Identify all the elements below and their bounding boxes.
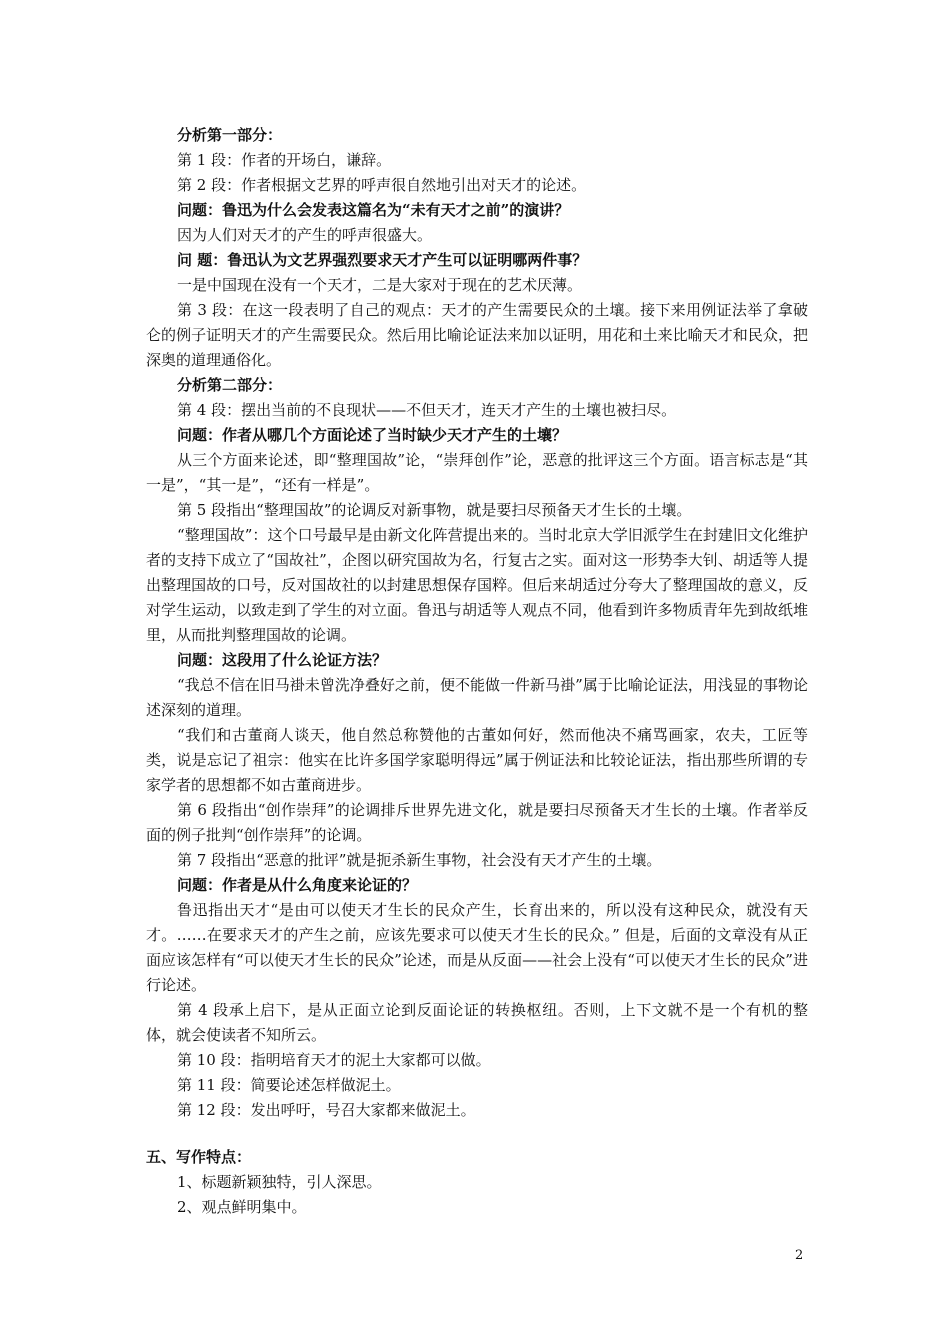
paragraph-2: 第 2 段：作者根据文艺界的呼声很自然地引出对天才的论述。 <box>177 176 587 194</box>
answer-5-b: 第 4 段承上启下，是从正面立论到反面论证的转换枢纽。否则，上下文就不是一个有机的整体，就会使读者不知所云。 <box>146 1001 808 1044</box>
paragraph-7: 第 7 段指出“恶意的批评”就是扼杀新生事物，社会没有天才产生的土壤。 <box>177 851 662 869</box>
answer-4-a: “我总不信在旧马褂未曾洗净叠好之前，便不能做一件新马褂”属于比喻论证法，用浅显的事物论述深刻的道理。 <box>146 676 808 719</box>
paragraph-4: 第 4 段：摆出当前的不良现状——不但天才，连天才产生的土壤也被扫尽。 <box>177 401 677 419</box>
section-heading-part2: 分析第二部分： <box>177 376 283 394</box>
paragraph-10: 第 10 段：指明培育天才的泥土大家都可以做。 <box>177 1051 491 1069</box>
paragraph-5: 第 5 段指出“整理国故”的论调反对新事物，就是要扫尽预备天才生长的土壤。 <box>177 501 692 519</box>
page-number: 2 <box>795 1248 804 1263</box>
section-gap <box>146 1123 808 1145</box>
section-heading-writing-features: 五、写作特点： <box>146 1148 252 1166</box>
question-2: 问 题：鲁迅认为文艺界强烈要求天才产生可以证明哪两件事？ <box>177 251 588 269</box>
paragraph-3: 第 3 段：在这一段表明了自己的观点：天才的产生需要民众的土壤。接下来用例证法举了拿破仑的例子证明天才的产生需要民众。然后用比喻论证法来加以证明，用花和土来比喻天才和民众，把深奥的道理通俗化。 <box>146 301 808 369</box>
feature-2: 2、观点鲜明集中。 <box>177 1198 307 1216</box>
question-4: 问题：这段用了什么论证方法？ <box>177 651 388 669</box>
answer-5: 鲁迅指出天才“是由可以使天才生长的民众产生，长育出来的，所以没有这种民众，就没有天才。……在要求天才的产生之前，应该先要求可以使天才生长的民众。” 但是，后面的文章没有从正面应该怎样有“可以使天才生长的民众”论述，而是从反面——社会上没有“可以使天才生长的民众”进行论述。 <box>146 901 808 994</box>
paragraph-5-note: “整理国故”：这个口号最早是由新文化阵营提出来的。当时北京大学旧派学生在封建旧文化维护者的支持下成立了“国故社”，企图以研究国故为名，行复古之实。面对这一形势李大钊、胡适等人提出整理国故的口号，反对国故社的以封建思想保存国粹。但后来胡适过分夸大了整理国故的意义，反对学生运动，以致走到了学生的对立面。鲁迅与胡适等人观点不同，他看到许多物质青年先到故纸堆里，从而批判整理国故的论调。 <box>146 526 808 644</box>
answer-3: 从三个方面来论述，即“整理国故”论，“崇拜创作”论，恶意的批评这三个方面。语言标志是“其一是”，“其一是”，“还有一样是”。 <box>146 451 808 494</box>
question-3: 问题：作者从哪几个方面论述了当时缺少天才产生的土壤？ <box>177 426 568 444</box>
answer-4-b: “我们和古董商人谈天，他自然总称赞他的古董如何好，然而他决不痛骂画家，农夫，工匠等类，说是忘记了祖宗：他实在比许多国学家聪明得远”属于例证法和比较论证法，指出那些所谓的专家学者的思想都不如古董商进步。 <box>146 726 808 794</box>
paragraph-6: 第 6 段指出“创作崇拜”的论调排斥世界先进文化，就是要扫尽预备天才生长的土壤。作者举反面的例子批判“创作崇拜”的论调。 <box>146 801 808 844</box>
question-1: 问题：鲁迅为什么会发表这篇名为“未有天才之前”的演讲？ <box>177 201 570 219</box>
paragraph-11: 第 11 段：简要论述怎样做泥土。 <box>177 1076 401 1094</box>
answer-1: 因为人们对天才的产生的呼声很盛大。 <box>177 226 433 244</box>
feature-1: 1、标题新颖独特，引人深思。 <box>177 1173 382 1191</box>
question-5: 问题：作者是从什么角度来论证的？ <box>177 876 418 894</box>
section-heading-part1: 分析第一部分： <box>177 126 283 144</box>
paragraph-1: 第 1 段：作者的开场白，谦辞。 <box>177 151 392 169</box>
answer-2: 一是中国现在没有一个天才，二是大家对于现在的艺术厌薄。 <box>177 276 583 294</box>
page-content <box>146 123 808 1220</box>
paragraph-12: 第 12 段：发出呼吁，号召大家都来做泥土。 <box>177 1101 476 1119</box>
